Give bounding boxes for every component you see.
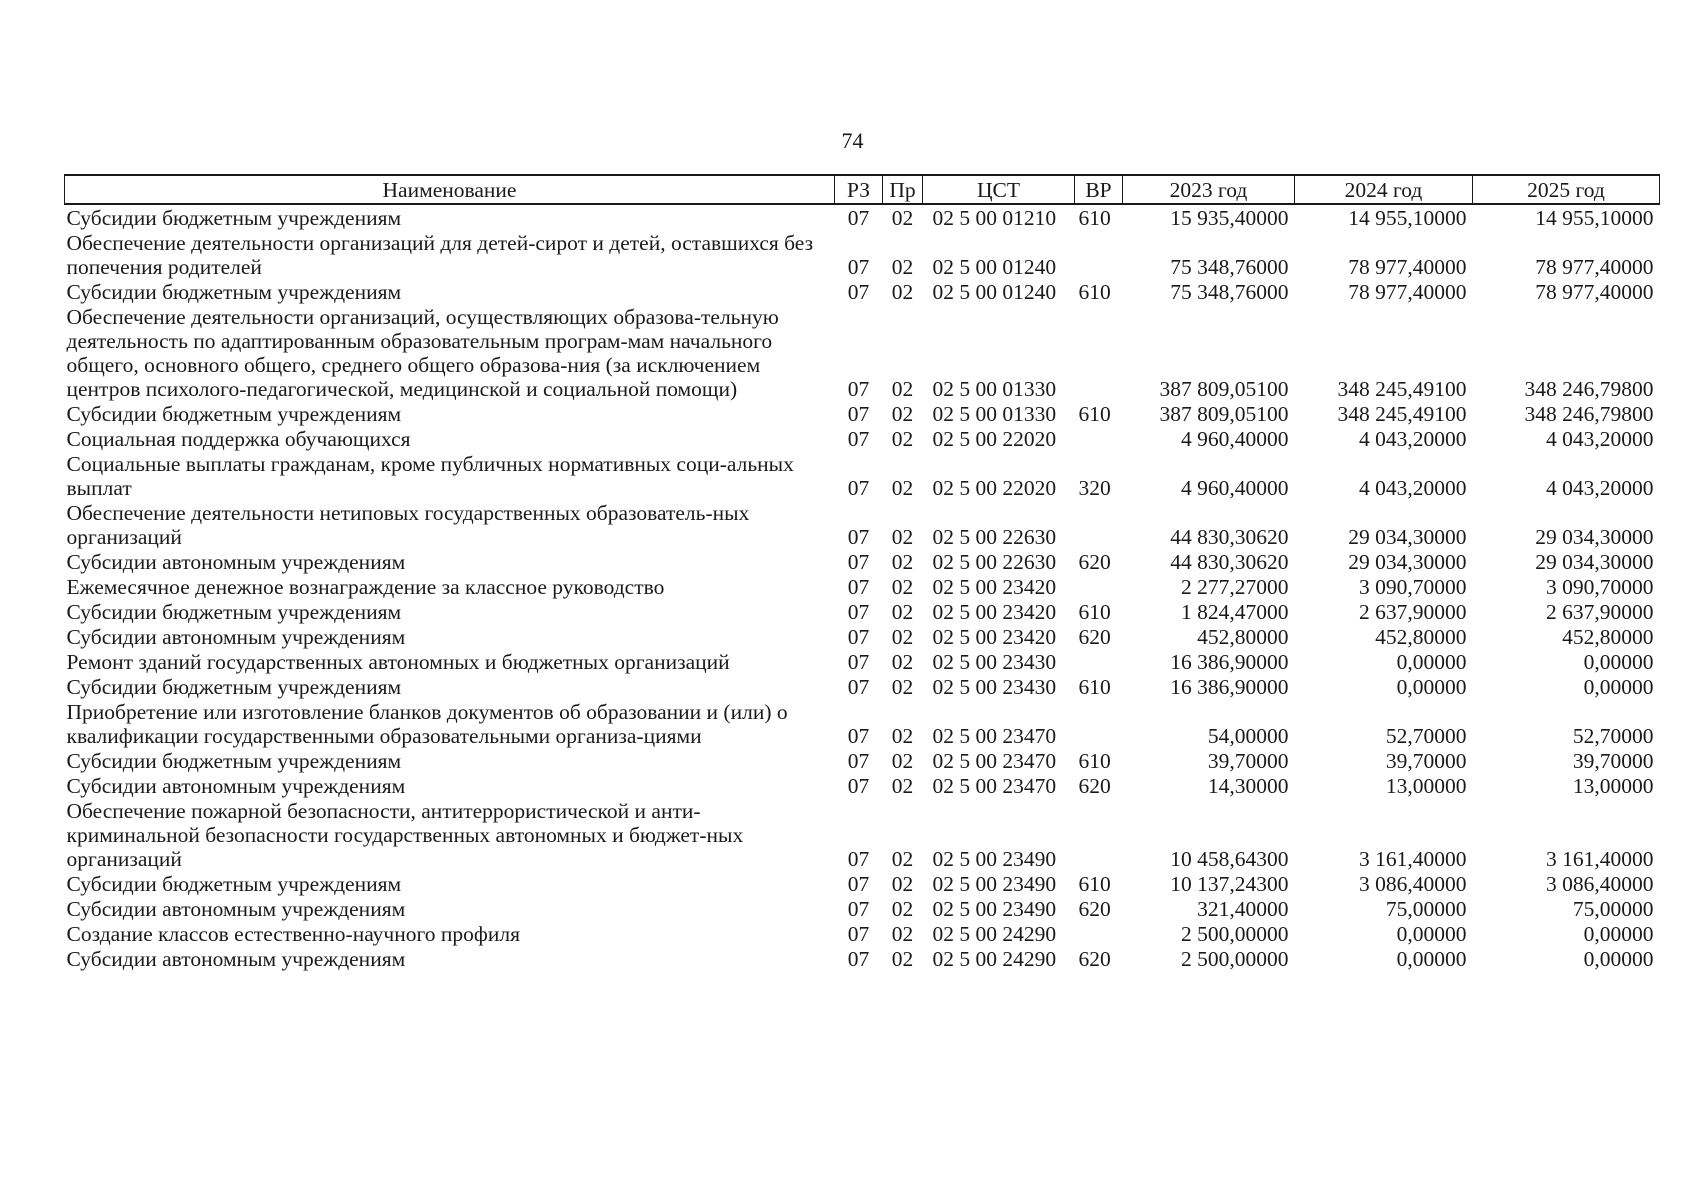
cell-pr: 02 bbox=[891, 650, 914, 674]
cell-cst: 02 5 00 22630 bbox=[932, 550, 1057, 574]
cell-vr: 610 bbox=[1078, 280, 1111, 304]
cell-cst: 02 5 00 23470 bbox=[932, 724, 1057, 748]
cell-y2025: 3 161,40000 bbox=[1546, 847, 1654, 871]
cell-pr: 02 bbox=[891, 476, 914, 500]
cell-vr: 610 bbox=[1078, 749, 1111, 773]
cell-rz: 07 bbox=[847, 922, 870, 946]
budget-table bbox=[64, 174, 1660, 971]
cell-vr bbox=[1075, 230, 1123, 279]
cell-cst: 02 5 00 23430 bbox=[932, 675, 1057, 699]
cell-y2024: 3 161,40000 bbox=[1359, 847, 1467, 871]
cell-rz: 07 bbox=[847, 749, 870, 773]
cell-y2024: 78 977,40000 bbox=[1348, 255, 1467, 279]
table-header bbox=[65, 175, 1660, 204]
cell-y2025: 52,70000 bbox=[1572, 724, 1654, 748]
cell-name: Социальные выплаты гражданам, кроме публичных нормативных соци-альных выплат bbox=[66, 452, 794, 500]
cell-pr: 02 bbox=[891, 947, 914, 971]
cell-cst: 02 5 00 23420 bbox=[932, 625, 1057, 649]
cell-y2024: 348 245,49100 bbox=[1337, 377, 1467, 401]
cell-y2024: 0,00000 bbox=[1396, 922, 1467, 946]
table-row bbox=[65, 204, 1660, 230]
cell-name: Субсидии бюджетным учреждениям bbox=[66, 749, 402, 773]
cell-name: Субсидии бюджетным учреждениям bbox=[66, 280, 402, 304]
cell-vr bbox=[1075, 426, 1123, 451]
cell-name: Субсидии бюджетным учреждениям bbox=[66, 675, 402, 699]
cell-y2025: 348 246,79800 bbox=[1524, 402, 1654, 426]
cell-name: Приобретение или изготовление бланков документов об образовании и (или) о квалификации государственными образовательными организа-циями bbox=[66, 700, 788, 748]
cell-pr: 02 bbox=[891, 724, 914, 748]
cell-rz: 07 bbox=[847, 650, 870, 674]
cell-name: Ремонт зданий государственных автономных и бюджетных организаций bbox=[66, 650, 730, 674]
cell-y2024: 39,70000 bbox=[1385, 749, 1467, 773]
table-row bbox=[65, 426, 1660, 451]
cell-rz: 07 bbox=[847, 255, 870, 279]
cell-y2024: 0,00000 bbox=[1396, 675, 1467, 699]
cell-vr: 620 bbox=[1078, 947, 1111, 971]
cell-rz: 07 bbox=[847, 675, 870, 699]
table-row bbox=[65, 451, 1660, 500]
cell-pr: 02 bbox=[891, 675, 914, 699]
cell-vr: 610 bbox=[1078, 872, 1111, 896]
table-row bbox=[65, 624, 1660, 649]
table-row bbox=[65, 401, 1660, 426]
cell-y2023: 75 348,76000 bbox=[1170, 280, 1289, 304]
cell-name: Субсидии автономным учреждениям bbox=[66, 897, 406, 921]
cell-pr: 02 bbox=[891, 749, 914, 773]
cell-name: Субсидии бюджетным учреждениям bbox=[66, 206, 402, 230]
cell-y2023: 16 386,90000 bbox=[1170, 675, 1289, 699]
cell-y2023: 39,70000 bbox=[1207, 749, 1289, 773]
cell-rz: 07 bbox=[847, 774, 870, 798]
cell-y2023: 44 830,30620 bbox=[1170, 550, 1289, 574]
cell-pr: 02 bbox=[891, 575, 914, 599]
cell-pr: 02 bbox=[891, 402, 914, 426]
table-row bbox=[65, 230, 1660, 279]
cell-cst: 02 5 00 24290 bbox=[932, 947, 1057, 971]
cell-cst: 02 5 00 22020 bbox=[932, 427, 1057, 451]
cell-cst: 02 5 00 23490 bbox=[932, 872, 1057, 896]
cell-y2024: 2 637,90000 bbox=[1359, 600, 1467, 624]
cell-cst: 02 5 00 23490 bbox=[932, 847, 1057, 871]
cell-cst: 02 5 00 23470 bbox=[932, 774, 1057, 798]
cell-rz: 07 bbox=[847, 377, 870, 401]
cell-y2025: 452,80000 bbox=[1562, 625, 1654, 649]
header-name: Наименование bbox=[65, 175, 835, 204]
cell-rz: 07 bbox=[847, 476, 870, 500]
cell-name: Обеспечение деятельности организаций, осуществляющих образова-тельную деятельность по адаптированным образовательным програм-мам начального общего, основного общего, среднего общего образова-ния (за исключением центров психолого-педагогической, медицинской и социальной помощи) bbox=[66, 305, 779, 401]
cell-y2023: 14,30000 bbox=[1207, 774, 1289, 798]
cell-rz: 07 bbox=[847, 847, 870, 871]
cell-vr bbox=[1075, 500, 1123, 549]
cell-name: Субсидии автономным учреждениям bbox=[66, 774, 406, 798]
cell-y2023: 387 809,05100 bbox=[1159, 402, 1289, 426]
cell-pr: 02 bbox=[891, 600, 914, 624]
cell-y2025: 78 977,40000 bbox=[1535, 255, 1654, 279]
cell-vr bbox=[1075, 798, 1123, 871]
cell-y2023: 15 935,40000 bbox=[1170, 206, 1289, 230]
header-pr: Пр bbox=[883, 175, 923, 204]
cell-name: Обеспечение деятельности нетиповых государственных образователь-ных организаций bbox=[66, 501, 750, 549]
cell-name: Субсидии автономным учреждениям bbox=[66, 625, 406, 649]
cell-rz: 07 bbox=[847, 206, 870, 230]
header-vr: ВР bbox=[1075, 175, 1123, 204]
table-row bbox=[65, 549, 1660, 574]
cell-pr: 02 bbox=[891, 525, 914, 549]
cell-cst: 02 5 00 22630 bbox=[932, 525, 1057, 549]
cell-name: Субсидии бюджетным учреждениям bbox=[66, 600, 402, 624]
cell-y2024: 4 043,20000 bbox=[1359, 476, 1467, 500]
table-row bbox=[65, 748, 1660, 773]
table-row bbox=[65, 896, 1660, 921]
table-row bbox=[65, 946, 1660, 971]
cell-y2024: 13,00000 bbox=[1385, 774, 1467, 798]
cell-vr bbox=[1075, 699, 1123, 748]
cell-rz: 07 bbox=[847, 525, 870, 549]
cell-y2025: 14 955,10000 bbox=[1535, 206, 1654, 230]
cell-y2024: 4 043,20000 bbox=[1359, 427, 1467, 451]
cell-cst: 02 5 00 01330 bbox=[932, 402, 1057, 426]
cell-y2023: 1 824,47000 bbox=[1181, 600, 1289, 624]
cell-y2024: 3 090,70000 bbox=[1359, 575, 1467, 599]
cell-pr: 02 bbox=[891, 897, 914, 921]
cell-y2023: 16 386,90000 bbox=[1170, 650, 1289, 674]
cell-y2025: 348 246,79800 bbox=[1524, 377, 1654, 401]
cell-name: Создание классов естественно-научного профиля bbox=[66, 922, 520, 946]
cell-y2024: 452,80000 bbox=[1375, 625, 1467, 649]
cell-y2023: 54,00000 bbox=[1207, 724, 1289, 748]
cell-y2024: 75,00000 bbox=[1385, 897, 1467, 921]
cell-vr bbox=[1075, 649, 1123, 674]
cell-rz: 07 bbox=[847, 625, 870, 649]
cell-cst: 02 5 00 23420 bbox=[932, 600, 1057, 624]
cell-cst: 02 5 00 24290 bbox=[932, 922, 1057, 946]
cell-name: Субсидии бюджетным учреждениям bbox=[66, 872, 402, 896]
cell-cst: 02 5 00 01240 bbox=[932, 255, 1057, 279]
table-row bbox=[65, 773, 1660, 798]
table-row bbox=[65, 674, 1660, 699]
table-row bbox=[65, 500, 1660, 549]
cell-y2024: 0,00000 bbox=[1396, 947, 1467, 971]
cell-y2024: 348 245,49100 bbox=[1337, 402, 1467, 426]
table-row bbox=[65, 921, 1660, 946]
cell-y2024: 3 086,40000 bbox=[1359, 872, 1467, 896]
cell-rz: 07 bbox=[847, 872, 870, 896]
cell-name: Обеспечение деятельности организаций для детей-сирот и детей, оставшихся без попечения родителей bbox=[66, 231, 814, 279]
table-row bbox=[65, 699, 1660, 748]
cell-y2025: 75,00000 bbox=[1572, 897, 1654, 921]
cell-cst: 02 5 00 01240 bbox=[932, 280, 1057, 304]
cell-vr: 620 bbox=[1078, 897, 1111, 921]
cell-vr: 320 bbox=[1078, 476, 1111, 500]
cell-y2025: 2 637,90000 bbox=[1546, 600, 1654, 624]
table-row bbox=[65, 599, 1660, 624]
cell-y2025: 13,00000 bbox=[1572, 774, 1654, 798]
cell-y2023: 4 960,40000 bbox=[1181, 476, 1289, 500]
cell-y2023: 321,40000 bbox=[1197, 897, 1289, 921]
cell-name: Ежемесячное денежное вознаграждение за классное руководство bbox=[66, 575, 665, 599]
cell-y2025: 3 086,40000 bbox=[1546, 872, 1654, 896]
cell-pr: 02 bbox=[891, 625, 914, 649]
table-body bbox=[65, 204, 1660, 971]
cell-y2023: 10 458,64300 bbox=[1170, 847, 1289, 871]
cell-y2023: 10 137,24300 bbox=[1170, 872, 1289, 896]
cell-rz: 07 bbox=[847, 402, 870, 426]
cell-cst: 02 5 00 23430 bbox=[932, 650, 1057, 674]
cell-vr: 620 bbox=[1078, 550, 1111, 574]
cell-y2023: 387 809,05100 bbox=[1159, 377, 1289, 401]
cell-pr: 02 bbox=[891, 847, 914, 871]
cell-rz: 07 bbox=[847, 724, 870, 748]
cell-cst: 02 5 00 23470 bbox=[932, 749, 1057, 773]
table-row bbox=[65, 574, 1660, 599]
cell-pr: 02 bbox=[891, 427, 914, 451]
cell-y2024: 52,70000 bbox=[1385, 724, 1467, 748]
table-row bbox=[65, 279, 1660, 304]
cell-rz: 07 bbox=[847, 427, 870, 451]
cell-name: Обеспечение пожарной безопасности, антитеррористической и анти-криминальной безопасности государственных автономных и бюджет-ных организаций bbox=[66, 799, 744, 871]
cell-cst: 02 5 00 01330 bbox=[932, 377, 1057, 401]
cell-y2025: 39,70000 bbox=[1572, 749, 1654, 773]
cell-name: Субсидии бюджетным учреждениям bbox=[66, 402, 402, 426]
cell-pr: 02 bbox=[891, 872, 914, 896]
cell-vr: 610 bbox=[1078, 600, 1111, 624]
cell-pr: 02 bbox=[891, 377, 914, 401]
cell-pr: 02 bbox=[891, 774, 914, 798]
cell-pr: 02 bbox=[891, 206, 914, 230]
cell-y2024: 29 034,30000 bbox=[1348, 525, 1467, 549]
cell-y2025: 78 977,40000 bbox=[1535, 280, 1654, 304]
cell-y2023: 75 348,76000 bbox=[1170, 255, 1289, 279]
cell-name: Социальная поддержка обучающихся bbox=[66, 427, 411, 451]
cell-y2025: 0,00000 bbox=[1583, 947, 1654, 971]
cell-pr: 02 bbox=[891, 255, 914, 279]
cell-rz: 07 bbox=[847, 947, 870, 971]
cell-rz: 07 bbox=[847, 600, 870, 624]
cell-y2025: 29 034,30000 bbox=[1535, 550, 1654, 574]
cell-vr: 610 bbox=[1078, 402, 1111, 426]
cell-y2025: 4 043,20000 bbox=[1546, 476, 1654, 500]
cell-y2023: 2 277,27000 bbox=[1181, 575, 1289, 599]
cell-vr: 620 bbox=[1078, 774, 1111, 798]
header-cst: ЦСТ bbox=[923, 175, 1075, 204]
cell-vr bbox=[1075, 921, 1123, 946]
cell-rz: 07 bbox=[847, 897, 870, 921]
cell-y2025: 3 090,70000 bbox=[1546, 575, 1654, 599]
cell-vr bbox=[1075, 574, 1123, 599]
cell-cst: 02 5 00 01210 bbox=[932, 206, 1057, 230]
cell-y2025: 0,00000 bbox=[1583, 650, 1654, 674]
table-row bbox=[65, 871, 1660, 896]
table-row bbox=[65, 304, 1660, 401]
cell-y2024: 78 977,40000 bbox=[1348, 280, 1467, 304]
cell-y2025: 4 043,20000 bbox=[1546, 427, 1654, 451]
cell-y2023: 4 960,40000 bbox=[1181, 427, 1289, 451]
cell-rz: 07 bbox=[847, 280, 870, 304]
header-2023: 2023 год bbox=[1123, 175, 1295, 204]
cell-vr: 610 bbox=[1078, 206, 1111, 230]
table-row bbox=[65, 798, 1660, 871]
cell-name: Субсидии автономным учреждениям bbox=[66, 550, 406, 574]
cell-cst: 02 5 00 22020 bbox=[932, 476, 1057, 500]
cell-cst: 02 5 00 23420 bbox=[932, 575, 1057, 599]
cell-y2023: 2 500,00000 bbox=[1181, 947, 1289, 971]
cell-y2024: 14 955,10000 bbox=[1348, 206, 1467, 230]
header-2024: 2024 год bbox=[1295, 175, 1473, 204]
cell-pr: 02 bbox=[891, 550, 914, 574]
cell-vr: 610 bbox=[1078, 675, 1111, 699]
cell-y2025: 0,00000 bbox=[1583, 922, 1654, 946]
cell-name: Субсидии автономным учреждениям bbox=[66, 947, 406, 971]
cell-y2023: 44 830,30620 bbox=[1170, 525, 1289, 549]
cell-y2023: 2 500,00000 bbox=[1181, 922, 1289, 946]
cell-y2025: 29 034,30000 bbox=[1535, 525, 1654, 549]
cell-y2024: 0,00000 bbox=[1396, 650, 1467, 674]
cell-vr: 620 bbox=[1078, 625, 1111, 649]
cell-pr: 02 bbox=[891, 922, 914, 946]
cell-y2023: 452,80000 bbox=[1197, 625, 1289, 649]
cell-vr bbox=[1075, 304, 1123, 401]
header-2025: 2025 год bbox=[1473, 175, 1660, 204]
cell-rz: 07 bbox=[847, 575, 870, 599]
cell-y2025: 0,00000 bbox=[1583, 675, 1654, 699]
cell-rz: 07 bbox=[847, 550, 870, 574]
table-row bbox=[65, 649, 1660, 674]
cell-pr: 02 bbox=[891, 280, 914, 304]
cell-y2024: 29 034,30000 bbox=[1348, 550, 1467, 574]
cell-cst: 02 5 00 23490 bbox=[932, 897, 1057, 921]
page-number: 74 bbox=[841, 128, 864, 153]
header-rz: РЗ bbox=[835, 175, 883, 204]
